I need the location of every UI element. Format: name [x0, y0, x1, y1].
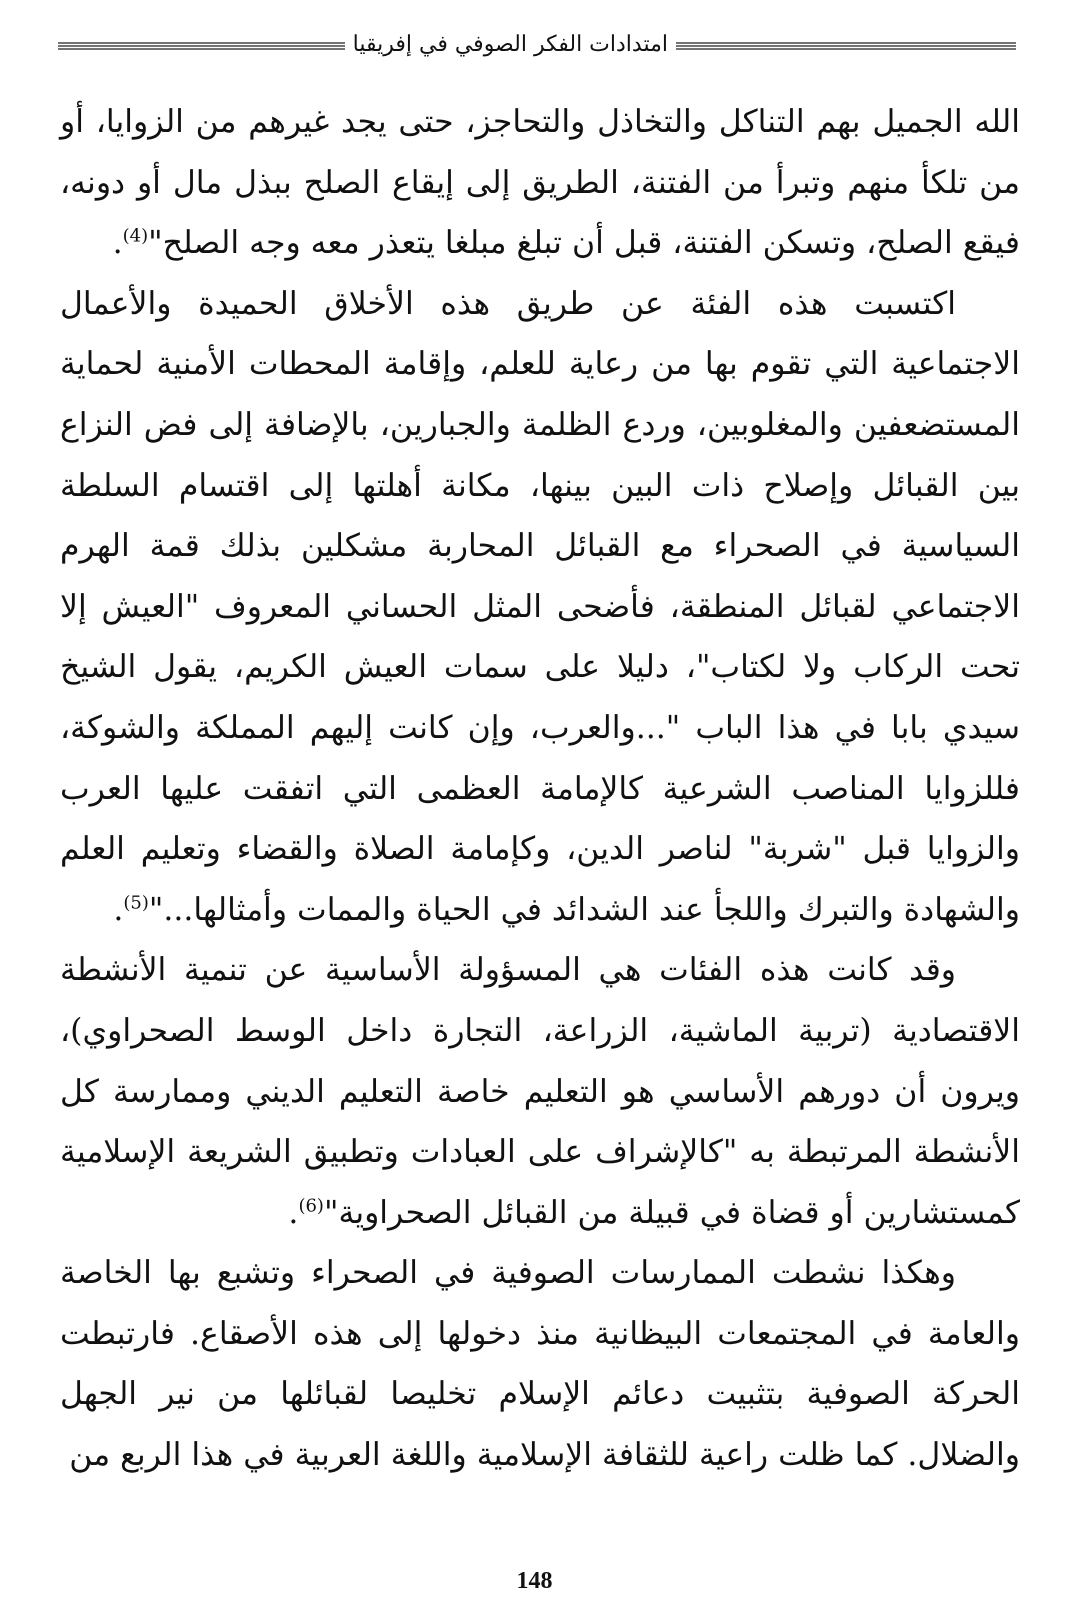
paragraph-1: [60, 92, 1020, 274]
paragraph-end: .: [112, 225, 123, 262]
footnote-ref: (4): [122, 225, 149, 247]
running-header: [58, 30, 1016, 64]
paragraph-4: [60, 1243, 1020, 1485]
paragraph-text: الله الجميل بهم التناكل والتخاذل والتحاجز، حتى يجد غيرهم من الزوايا، أو من تلكأ منهم وتبرأ من الفتنة، الطريق إلى إيقاع الصلح ببذل مال أو دونه، فيقع الصلح، وتسكن الفتنة، قبل أن تبلغ مبلغا يتعذر معه وجه الصلح": [60, 104, 1020, 262]
paragraph-2: [60, 274, 1020, 941]
footnote-ref: (5): [123, 892, 149, 914]
paragraph-end: .: [288, 1194, 299, 1231]
paragraph-3: [60, 940, 1020, 1243]
paragraph-text: اكتسبت هذه الفئة عن طريق هذه الأخلاق الحميدة والأعمال الاجتماعية التي تقوم بها من رعاية للعلم، وإقامة المحطات الأمنية لحماية المستضعفين والمغلوبين، وردع الظلمة والجبارين، بالإضافة إلى فض النزاع بين القبائل وإصلاح ذات البين بينها، مكانة أهلتها إلى اقتسام السلطة السياسية في الصحراء مع القبائل المحاربة مشكلين بذلك قمة الهرم الاجتماعي لقبائل المنطقة، فأضحى المثل الحساني المعروف "العيش إلا تحت الركاب ولا لكتاب"، دليلا على سمات العيش الكريم، يقول الشيخ سيدي بابا في هذا الباب "...والعرب، وإن كانت إليهم المملكة والشوكة، فللزوايا المناصب الشرعية كالإمامة العظمى التي اتفقت عليها العرب والزوايا قبل "شربة" لناصر الدين، وكإمامة الصلاة والقضاء وتعليم العلم والشهادة والتبرك واللجأ عند الشدائد في الحياة والممات وأمثالها...": [60, 285, 1020, 928]
paragraph-text: وقد كانت هذه الفئات هي المسؤولة الأساسية عن تنمية الأنشطة الاقتصادية (تربية الماشية، الزراعة، التجارة داخل الوسط الصحراوي)، ويرون أن دورهم الأساسي هو التعليم خاصة التعليم الديني وممارسة كل الأنشطة المرتبطة به "كالإشراف على العبادات وتطبيق الشريعة الإسلامية كمستشارين أو قضاة في قبيلة من القبائل الصحراوية": [60, 952, 1020, 1231]
page-number: 148: [516, 1568, 553, 1594]
paragraph-end: .: [113, 891, 124, 928]
footnote-ref: (6): [298, 1195, 324, 1217]
header-title: امتدادات الفكر الصوفي في إفريقيا: [345, 30, 676, 60]
paragraph-text: وهكذا نشطت الممارسات الصوفية في الصحراء وتشبع بها الخاصة والعامة في المجتمعات البيظانية منذ دخولها إلى هذه الأصقاع. فارتبطت الحركة الصوفية بتثبيت دعائم الإسلام تخليصا لقبائلها من نير الجهل والضلال. كما ظلت راعية للثقافة الإسلامية واللغة العربية في هذا الربع من: [60, 1255, 1020, 1474]
body-text: [60, 92, 1020, 1486]
